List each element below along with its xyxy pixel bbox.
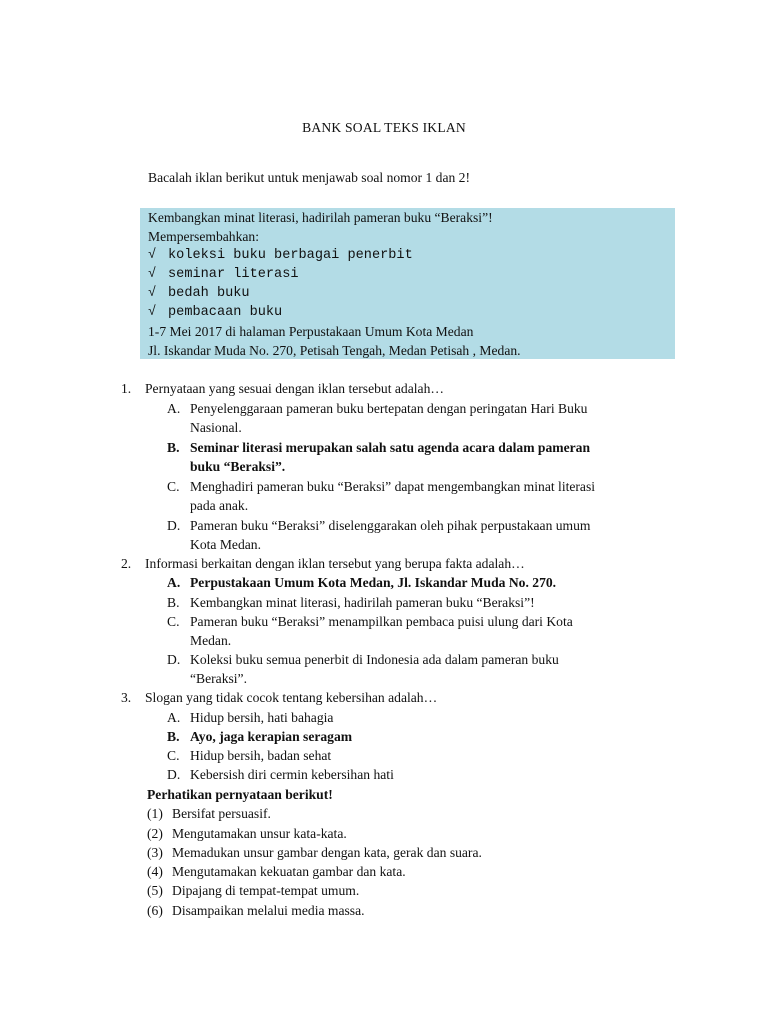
question-number: 2. — [121, 556, 132, 571]
ad-item — [148, 267, 299, 282]
ad-item — [148, 305, 282, 320]
check-icon: √ — [148, 286, 157, 301]
option-text: Hidup bersih, hati bahagia — [190, 710, 334, 725]
statement-number: (1) — [147, 806, 163, 821]
option-text: Medan. — [190, 633, 232, 648]
option-text: Nasional. — [190, 420, 242, 435]
option-letter: C. — [167, 614, 180, 629]
option-text: Kebersish diri cermin kebersihan hati — [190, 767, 394, 782]
statement-number: (6) — [147, 903, 163, 918]
instruction-text: Bacalah iklan berikut untuk menjawab soal nomor 1 dan 2! — [148, 170, 471, 185]
question-text: Pernyataan yang sesuai dengan iklan tersebut adalah… — [145, 381, 444, 396]
option-text-correct: buku “Beraksi”. — [190, 459, 286, 474]
option-letter: B. — [167, 729, 180, 744]
question-number: 1. — [121, 381, 132, 396]
statement-text: Mengutamakan kekuatan gambar dan kata. — [172, 864, 406, 879]
option-letter: B. — [167, 440, 180, 455]
ad-item-label: seminar literasi — [168, 267, 299, 282]
ad-item — [148, 248, 413, 263]
option-letter: C. — [167, 748, 180, 763]
option-letter: B. — [167, 595, 180, 610]
option-letter: D. — [167, 767, 181, 782]
option-text: Menghadiri pameran buku “Beraksi” dapat mengembangkan minat literasi — [190, 479, 596, 494]
statement-text: Dipajang di tempat-tempat umum. — [172, 883, 360, 898]
option-letter: A. — [167, 710, 181, 725]
option-text: Kota Medan. — [190, 537, 261, 552]
statement-number: (3) — [147, 845, 163, 860]
option-text: Penyelenggaraan pameran buku bertepatan dengan peringatan Hari Buku — [190, 401, 588, 416]
statement-text: Mengutamakan unsur kata-kata. — [172, 826, 347, 841]
question-text: Slogan yang tidak cocok tentang kebersihan adalah… — [145, 690, 438, 705]
option-text-correct: Perpustakaan Umum Kota Medan, Jl. Iskandar Muda No. 270. — [190, 575, 557, 590]
ad-item-label: bedah buku — [168, 286, 250, 301]
ad-item-label: koleksi buku berbagai penerbit — [168, 248, 413, 263]
option-letter: A. — [167, 401, 181, 416]
option-letter: A. — [167, 575, 181, 590]
ad-item-label: pembacaan buku — [168, 305, 283, 320]
option-text: pada anak. — [190, 498, 249, 513]
option-text: Pameran buku “Beraksi” menampilkan pembaca puisi ulung dari Kota — [190, 614, 573, 629]
advertisement-box — [140, 208, 675, 359]
option-letter: D. — [167, 652, 181, 667]
statement-text: Disampaikan melalui media massa. — [172, 903, 365, 918]
statement-number: (5) — [147, 883, 163, 898]
option-text: Kembangkan minat literasi, hadirilah pameran buku “Beraksi”! — [190, 595, 535, 610]
option-text: “Beraksi”. — [190, 671, 247, 686]
ad-item — [148, 286, 250, 301]
statements-heading: Perhatikan pernyataan berikut! — [147, 787, 333, 802]
option-letter: C. — [167, 479, 180, 494]
ad-headline: Kembangkan minat literasi, hadirilah pameran buku “Beraksi”! — [148, 210, 493, 225]
question-text: Informasi berkaitan dengan iklan tersebut yang berupa fakta adalah… — [145, 556, 525, 571]
check-icon: √ — [148, 305, 157, 320]
question-number: 3. — [121, 690, 132, 705]
check-icon: √ — [148, 267, 157, 282]
option-letter: D. — [167, 518, 181, 533]
page-title: BANK SOAL TEKS IKLAN — [302, 120, 466, 135]
option-text: Hidup bersih, badan sehat — [190, 748, 332, 763]
check-icon: √ — [148, 248, 157, 263]
statement-text: Memadukan unsur gambar dengan kata, gerak dan suara. — [172, 845, 482, 860]
statement-text: Bersifat persuasif. — [172, 806, 271, 821]
option-text: Koleksi buku semua penerbit di Indonesia ada dalam pameran buku — [190, 652, 559, 667]
option-text-correct: Seminar literasi merupakan salah satu agenda acara dalam pameran — [190, 440, 591, 455]
option-text-correct: Ayo, jaga kerapian seragam — [190, 729, 353, 744]
statement-number: (4) — [147, 864, 163, 879]
ad-address: Jl. Iskandar Muda No. 270, Petisah Tengah, Medan Petisah , Medan. — [148, 343, 521, 358]
statement-number: (2) — [147, 826, 163, 841]
ad-date: 1-7 Mei 2017 di halaman Perpustakaan Umum Kota Medan — [148, 324, 474, 339]
option-text: Pameran buku “Beraksi” diselenggarakan oleh pihak perpustakaan umum — [190, 518, 591, 533]
ad-presents-label: Mempersembahkan: — [148, 229, 259, 244]
